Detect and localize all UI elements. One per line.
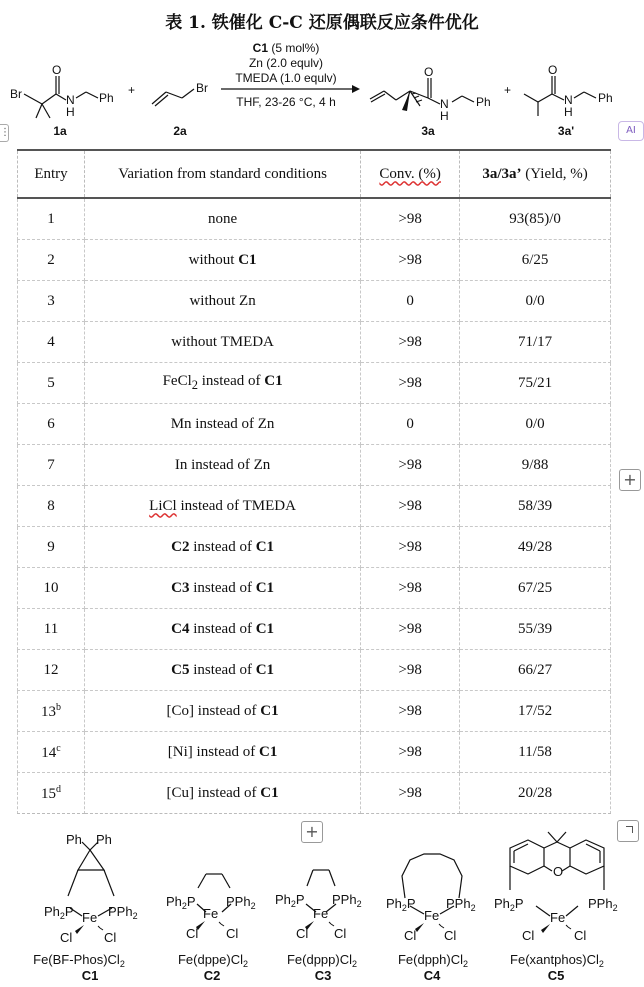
- ai-assistant-button[interactable]: AI: [618, 121, 644, 141]
- condition-reductant: Zn (2.0 equlv): [248, 56, 324, 70]
- hydrogen-atom-3a-prime: H: [564, 105, 573, 119]
- oxygen-atom-3a-prime: O: [548, 63, 558, 77]
- c5-oxygen: O: [553, 864, 564, 879]
- variation-cell: C3 instead of C1: [85, 568, 361, 609]
- condition-catalyst: C1 (5 mol%): [252, 41, 320, 55]
- variation-cell: without TMEDA: [85, 322, 361, 363]
- entry-cell: 6: [18, 404, 85, 445]
- condition-solvent-temp-time: THF, 23-26 °C, 4 h: [236, 95, 336, 109]
- c4-name: $Fe(dpph)Cl_2$: [397, 952, 469, 969]
- table-row: [18, 404, 611, 445]
- conversion-cell: >98: [361, 650, 460, 691]
- table-row: [18, 773, 611, 814]
- hydrogen-atom-1a: H: [66, 105, 75, 119]
- c4-phosphine-right: PPh$_2$: [446, 896, 476, 913]
- header-yield: 3a/3a’ (Yield, %): [460, 150, 611, 198]
- c4-phosphine-left: $Ph_2P$: [386, 896, 416, 913]
- yield-cell: 71/17: [460, 322, 611, 363]
- entry-cell: 13$^b$: [18, 691, 85, 732]
- c2-name: $Fe(dppe)Cl_2$: [177, 952, 249, 969]
- yield-cell: 49/28: [460, 527, 611, 568]
- yield-cell: 6/25: [460, 240, 611, 281]
- conversion-cell: >98: [361, 773, 460, 814]
- table-row: [18, 568, 611, 609]
- c3-phosphine-right: PPh$_2$: [332, 892, 362, 909]
- c3-name: $Fe(dppp)Cl_2$: [286, 952, 358, 969]
- variation-cell: Mn instead of Zn: [85, 404, 361, 445]
- oxygen-atom-1a: O: [52, 63, 62, 77]
- compound-label-1a: 1a: [53, 124, 67, 138]
- plus-sign: +: [504, 83, 512, 97]
- entry-cell: 8: [18, 486, 85, 527]
- header-conversion: Conv. (%): [361, 150, 460, 198]
- variation-cell: without C1: [85, 240, 361, 281]
- c2-phosphine-left: $Ph_2P$: [166, 894, 196, 911]
- variation-cell: without Zn: [85, 281, 361, 322]
- c3-phosphine-left: $Ph_2P$: [275, 892, 305, 909]
- conversion-cell: >98: [361, 486, 460, 527]
- conversion-cell: >98: [361, 198, 460, 240]
- nitrogen-atom-3a: N: [440, 97, 449, 111]
- c5-chloride-left: Cl: [522, 928, 535, 943]
- c4-iron: Fe: [424, 908, 440, 923]
- c1-chloride-right: Cl: [104, 930, 117, 945]
- table-row: [18, 322, 611, 363]
- entry-cell: 12: [18, 650, 85, 691]
- conversion-cell: 0: [361, 404, 460, 445]
- c5-label: C5: [547, 968, 565, 983]
- entry-cell: 7: [18, 445, 85, 486]
- c2-phosphine-right: PPh$_2$: [226, 894, 256, 911]
- compound-label-2a: 2a: [173, 124, 187, 138]
- conversion-cell: 0: [361, 281, 460, 322]
- header-variation: Variation from standard conditions: [85, 150, 361, 198]
- phenyl-3a: Ph: [476, 95, 491, 109]
- variation-cell: [Ni] instead of C1: [85, 732, 361, 773]
- table-row: [18, 486, 611, 527]
- c4-chloride-right: Cl: [444, 928, 457, 943]
- c1-phosphine-left: $Ph_2P$: [44, 904, 74, 921]
- conversion-cell: >98: [361, 445, 460, 486]
- variation-cell: C4 instead of C1: [85, 609, 361, 650]
- conversion-cell: >98: [361, 363, 460, 404]
- table-row: [18, 609, 611, 650]
- yield-cell: 93(85)/0: [460, 198, 611, 240]
- c2-label: C2: [203, 968, 221, 983]
- compound-label-3a-prime: 3a': [557, 124, 575, 138]
- catalyst-structures: [0, 826, 644, 987]
- conversion-cell: >98: [361, 732, 460, 773]
- nitrogen-atom-1a: N: [66, 93, 75, 107]
- plus-sign: +: [128, 83, 136, 97]
- variation-cell: none: [85, 198, 361, 240]
- condition-additive: TMEDA (1.0 equlv): [235, 71, 337, 85]
- c3-iron: Fe: [313, 906, 329, 921]
- c1-phenyl-right: Ph: [96, 832, 112, 847]
- c5-phosphine-left: $Ph_2P$: [494, 896, 524, 913]
- c3-chloride-right: Cl: [334, 926, 347, 941]
- yield-cell: 55/39: [460, 609, 611, 650]
- entry-cell: 4: [18, 322, 85, 363]
- variation-cell: C5 instead of C1: [85, 650, 361, 691]
- table-row: [18, 363, 611, 404]
- conversion-cell: >98: [361, 568, 460, 609]
- c5-name: $Fe(xantphos)Cl_2$: [510, 952, 604, 969]
- variation-cell: LiCl instead of TMEDA: [85, 486, 361, 527]
- yield-cell: 58/39: [460, 486, 611, 527]
- add-column-button[interactable]: +: [619, 469, 641, 491]
- table-row: [18, 445, 611, 486]
- entry-cell: 5: [18, 363, 85, 404]
- phenyl-1a: Ph: [99, 91, 114, 105]
- c1-phenyl-left: Ph: [66, 832, 82, 847]
- table-row: [18, 281, 611, 322]
- c2-chloride-left: Cl: [186, 926, 199, 941]
- yield-cell: 9/88: [460, 445, 611, 486]
- c5-phosphine-right: PPh$_2$: [588, 896, 618, 913]
- bromine-atom-1a: Br: [10, 87, 22, 101]
- yield-cell: 11/58: [460, 732, 611, 773]
- c4-label: C4: [423, 968, 441, 983]
- bromine-atom-2a: Br: [196, 81, 208, 95]
- entry-cell: 11: [18, 609, 85, 650]
- yield-cell: 66/27: [460, 650, 611, 691]
- variation-cell: FeCl$_2$ instead of C1: [85, 363, 361, 404]
- yield-cell: 67/25: [460, 568, 611, 609]
- yield-cell: 75/21: [460, 363, 611, 404]
- c1-phosphine-right: PPh$_2$: [108, 904, 138, 921]
- c1-name: $Fe(BF-Phos)Cl_2$: [33, 952, 125, 969]
- conversion-cell: >98: [361, 609, 460, 650]
- c3-chloride-left: Cl: [296, 926, 309, 941]
- c1-chloride-left: Cl: [60, 930, 73, 945]
- variation-cell: [Co] instead of C1: [85, 691, 361, 732]
- c2-chloride-right: Cl: [226, 926, 239, 941]
- conversion-cell: >98: [361, 322, 460, 363]
- hydrogen-atom-3a: H: [440, 109, 449, 123]
- yield-cell: 0/0: [460, 404, 611, 445]
- variation-cell: [Cu] instead of C1: [85, 773, 361, 814]
- table-row: [18, 650, 611, 691]
- nitrogen-atom-3a-prime: N: [564, 93, 573, 107]
- table-title: 表 1. 铁催化 C-C 还原偶联反应条件优化: [165, 13, 479, 33]
- c1-iron: Fe: [82, 910, 98, 925]
- table-row: [18, 198, 611, 240]
- yield-cell: 17/52: [460, 691, 611, 732]
- entry-cell: 1: [18, 198, 85, 240]
- compound-label-3a: 3a: [421, 124, 435, 138]
- phenyl-3a-prime: Ph: [598, 91, 613, 105]
- c5-chloride-right: Cl: [574, 928, 587, 943]
- entry-cell: 10: [18, 568, 85, 609]
- c5-iron: Fe: [550, 910, 566, 925]
- c1-label: C1: [81, 968, 99, 983]
- yield-cell: 20/28: [460, 773, 611, 814]
- optimization-table: [17, 149, 611, 814]
- entry-cell: 15$^d$: [18, 773, 85, 814]
- conversion-cell: >98: [361, 240, 460, 281]
- reaction-scheme: [0, 36, 644, 140]
- entry-cell: 9: [18, 527, 85, 568]
- table-row: [18, 240, 611, 281]
- table-row: [18, 527, 611, 568]
- c4-chloride-left: Cl: [404, 928, 417, 943]
- table-row: [18, 691, 611, 732]
- c2-iron: Fe: [203, 906, 219, 921]
- yield-cell: 0/0: [460, 281, 611, 322]
- c3-label: C3: [314, 968, 332, 983]
- entry-cell: 14$^c$: [18, 732, 85, 773]
- table-row: [18, 732, 611, 773]
- variation-cell: C2 instead of C1: [85, 527, 361, 568]
- table-header-row: [18, 150, 611, 198]
- header-entry: Entry: [18, 150, 85, 198]
- entry-cell: 2: [18, 240, 85, 281]
- variation-cell: In instead of Zn: [85, 445, 361, 486]
- conversion-cell: >98: [361, 691, 460, 732]
- oxygen-atom-3a: O: [424, 65, 434, 79]
- add-row-button[interactable]: +: [301, 821, 323, 843]
- drag-handle-icon[interactable]: ⋮: [0, 124, 9, 142]
- entry-cell: 3: [18, 281, 85, 322]
- conversion-cell: >98: [361, 527, 460, 568]
